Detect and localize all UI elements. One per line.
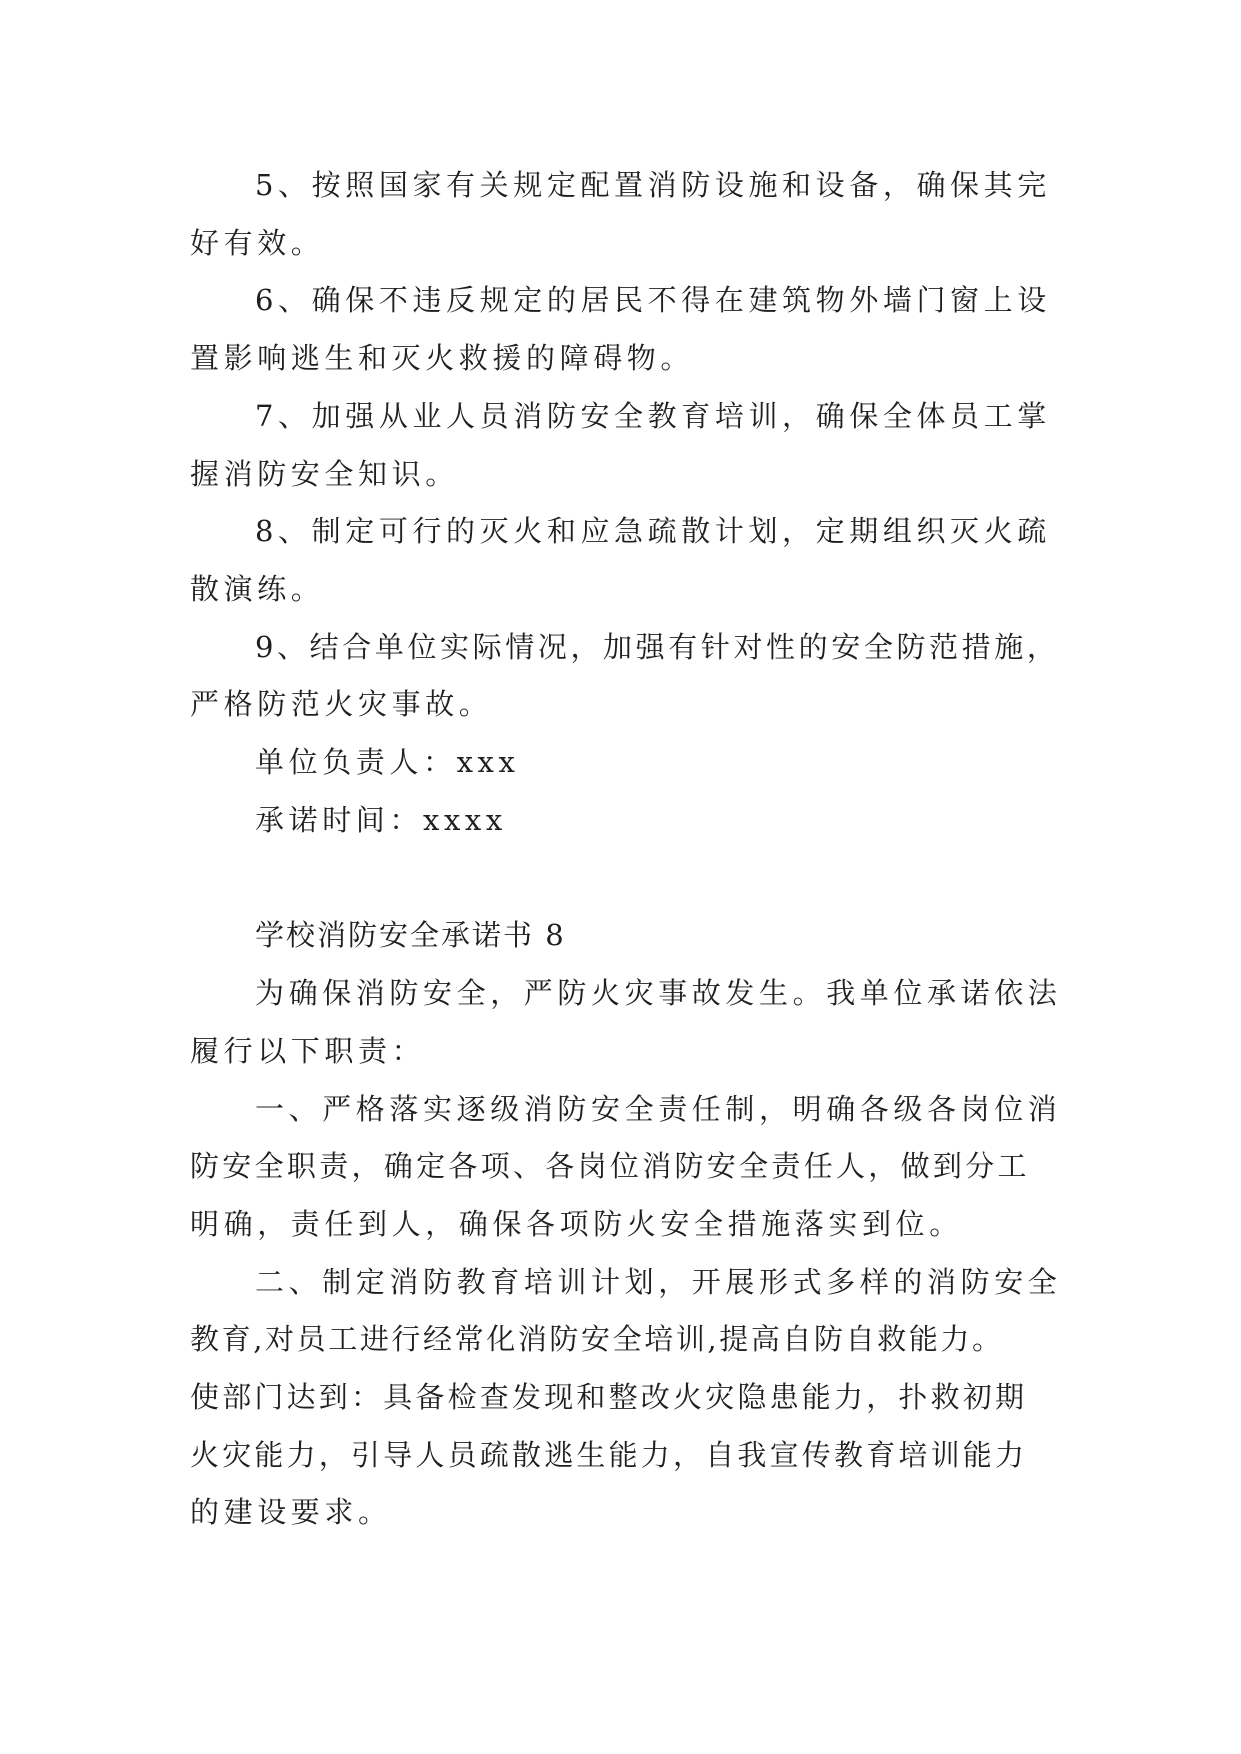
list-item [190,157,1050,272]
paragraph-line: 握消防安全知识。 [190,456,459,491]
paragraph-line: 一、严格落实逐级消防安全责任制，明确各级各岗位消 [255,1091,1062,1126]
list-item [190,619,1060,734]
commitment-date: 承诺时间：xxxx [255,802,507,837]
paragraph-line: 9、结合单位实际情况，加强有针对性的安全防范措施， [255,629,1060,664]
paragraph-line: 6、确保不违反规定的居民不得在建筑物外墙门窗上设 [255,283,1051,318]
document-body [190,157,1062,1542]
paragraph-line: 火灾能力，引导人员疏散逃生能力，自我宣传教育培训能力 [190,1437,1028,1472]
duty-paragraph-1 [190,1081,1062,1254]
section-title: 学校消防安全承诺书 8 [255,918,566,953]
paragraph-line: 明确，责任到人，确保各项防火安全措施落实到位。 [190,1206,963,1241]
paragraph-line: 7、加强从业人员消防安全教育培训，确保全体员工掌 [255,398,1051,433]
list-item [190,503,1050,618]
paragraph-line: 使部门达到：具备检查发现和整改火灾隐患能力，扑救初期 [190,1380,1028,1415]
paragraph-line: 置影响逃生和灭火救援的障碍物。 [190,341,695,376]
intro-paragraph [190,965,1062,1080]
paragraph-line: 散演练。 [190,571,325,606]
paragraph-line: 好有效。 [190,225,325,260]
responsible-person: 单位负责人：xxx [255,745,520,780]
paragraph-line: 的建设要求。 [190,1495,392,1530]
list-item [190,272,1050,387]
paragraph-line: 8、制定可行的灭火和应急疏散计划，定期组织灭火疏 [255,514,1051,549]
section-spacer [190,849,1050,907]
paragraph-line: 教育,对员工进行经常化消防安全培训,提高自防自救能力。 [190,1322,1004,1357]
paragraph-line: 为确保消防安全，严防火灾事故发生。我单位承诺依法 [255,976,1062,1011]
paragraph-line: 二、制定消防教育培训计划，开展形式多样的消防安全 [255,1264,1062,1299]
paragraph-line: 履行以下职责： [190,1033,426,1068]
list-item [190,388,1050,503]
paragraph-line: 严格防范火灾事故。 [190,687,493,722]
paragraph-line: 5、按照国家有关规定配置消防设施和设备，确保其完 [255,168,1051,202]
paragraph-line: 防安全职责，确定各项、各岗位消防安全责任人，做到分工 [190,1149,1030,1184]
duty-paragraph-2 [190,1254,1062,1543]
